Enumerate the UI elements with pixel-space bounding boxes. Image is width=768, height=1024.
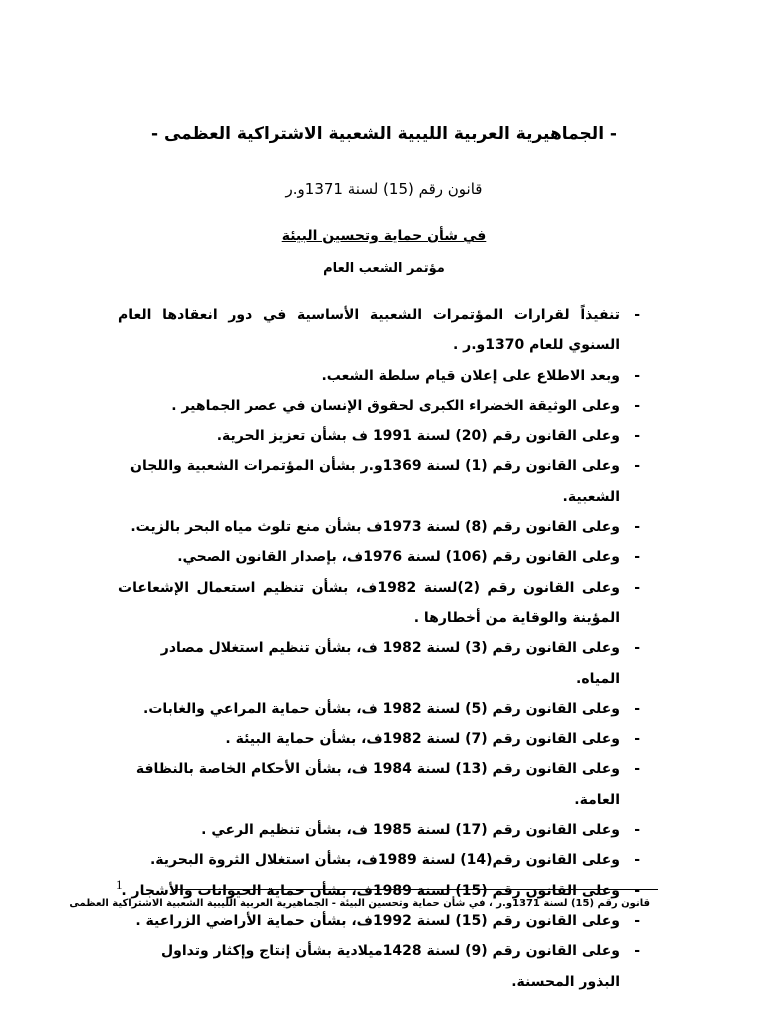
- dash-bullet: -: [634, 397, 640, 414]
- dash-bullet: -: [634, 852, 640, 869]
- clause-text: وعلى القانون رقم (1) لسنة 1369و.ر بشأن المؤتمرات الشعبية واللجان الشعبية.: [130, 458, 620, 505]
- clause-text: وعلى القانون رقم (3) لسنة 1982 ف، بشأن تنظيم استغلال مصادر المياه.: [160, 640, 620, 687]
- clause-text: وعلى القانون رقم (9) لسنة 1428ميلادية بشأن إنتاج وإكثار وتداول البذور المحسنة.: [161, 943, 620, 990]
- law-subject: في شأن حماية وتحسين البيئة: [281, 228, 487, 244]
- dash-bullet: -: [634, 640, 640, 657]
- clause-item: [118, 391, 640, 421]
- dash-bullet: -: [634, 549, 640, 566]
- dash-bullet: -: [634, 731, 640, 748]
- clause-item: [118, 300, 640, 361]
- clause-text: وعلى الوثيقة الخضراء الكبرى لحقوق الإنسان في عصر الجماهير .: [171, 397, 620, 414]
- page-number: 1: [116, 877, 123, 892]
- clause-item: [118, 936, 640, 997]
- clause-text: وعلى القانون رقم (7) لسنة 1982ف، بشأن حماية البيئة .: [225, 731, 620, 748]
- issuing-body: مؤتمر الشعب العام: [323, 261, 445, 276]
- clause-item: [118, 633, 640, 694]
- clause-text: وعلى القانون رقم (2)لسنة 1982ف، بشأن تنظيم استعمال الإشعاعات المؤينة والوقاية من أخطارها .: [118, 579, 620, 626]
- clause-item: [118, 512, 640, 542]
- clause-item: [118, 451, 640, 512]
- clause-text: وعلى القانون رقم (13) لسنة 1984 ف، بشأن الأحكام الخاصة بالنظافة العامة.: [135, 761, 620, 808]
- clause-item: [118, 815, 640, 845]
- dash-bullet: -: [634, 943, 640, 960]
- clause-text: وعلى القانون رقم (17) لسنة 1985 ف، بشأن تنظيم الرعي .: [201, 822, 620, 839]
- clause-item: [118, 694, 640, 724]
- preamble-clauses: [118, 300, 640, 997]
- dash-bullet: -: [634, 428, 640, 445]
- clause-item: [118, 845, 640, 875]
- running-footer: قانون رقم (15) لسنة 1371و.ر ، في شأن حماية وتحسين البيئة - الجماهيرية العربية الليبية الشعبية الاشتراكية العظمى: [69, 898, 650, 909]
- clause-text: تنفيذاً لقرارات المؤتمرات الشعبية الأساسية في دور انعقادها العام السنوي للعام 1370و.ر .: [118, 307, 620, 354]
- dash-bullet: -: [634, 519, 640, 536]
- clause-item: [118, 421, 640, 451]
- dash-bullet: -: [634, 761, 640, 778]
- dash-bullet: -: [634, 458, 640, 475]
- clause-text: وعلى القانون رقم(14) لسنة 1989ف، بشأن استغلال الثروة البحرية.: [149, 852, 620, 869]
- footer-divider: [174, 889, 658, 890]
- dash-bullet: -: [634, 700, 640, 717]
- clause-text: وبعد الاطلاع على إعلان قيام سلطة الشعب.: [321, 367, 620, 384]
- clause-item: [118, 542, 640, 572]
- dash-bullet: -: [634, 912, 640, 929]
- dash-bullet: -: [634, 579, 640, 596]
- state-title: - الجماهيرية العربية الليبية الشعبية الاشتراكية العظمى -: [150, 124, 617, 144]
- clause-item: [118, 361, 640, 391]
- clause-text: وعلى القانون رقم (106) لسنة 1976ف، بإصدار القانون الصحي.: [177, 549, 620, 566]
- clause-text: وعلى القانون رقم (8) لسنة 1973ف بشأن منع تلوث مياه البحر بالزيت.: [130, 519, 620, 536]
- dash-bullet: -: [634, 882, 640, 899]
- clause-item: [118, 754, 640, 815]
- dash-bullet: -: [634, 367, 640, 384]
- dash-bullet: -: [634, 822, 640, 839]
- clause-text: وعلى القانون رقم (15) لسنة 1992ف، بشأن حماية الأراضي الزراعية .: [135, 912, 620, 929]
- clause-item: [118, 724, 640, 754]
- clause-text: وعلى القانون رقم (20) لسنة 1991 ف بشأن تعزيز الحرية.: [216, 428, 620, 445]
- clause-text: وعلى القانون رقم (5) لسنة 1982 ف، بشأن حماية المراعي والغابات.: [143, 700, 620, 717]
- law-number: قانون رقم (15) لسنة 1371و.ر: [285, 180, 483, 198]
- clause-item: [118, 906, 640, 936]
- clause-text: وعلى القانون رقم (15) لسنة 1989ف، بشأن حماية الحيوانات والأشجار .: [121, 882, 620, 899]
- dash-bullet: -: [634, 307, 640, 323]
- clause-item: [118, 573, 640, 634]
